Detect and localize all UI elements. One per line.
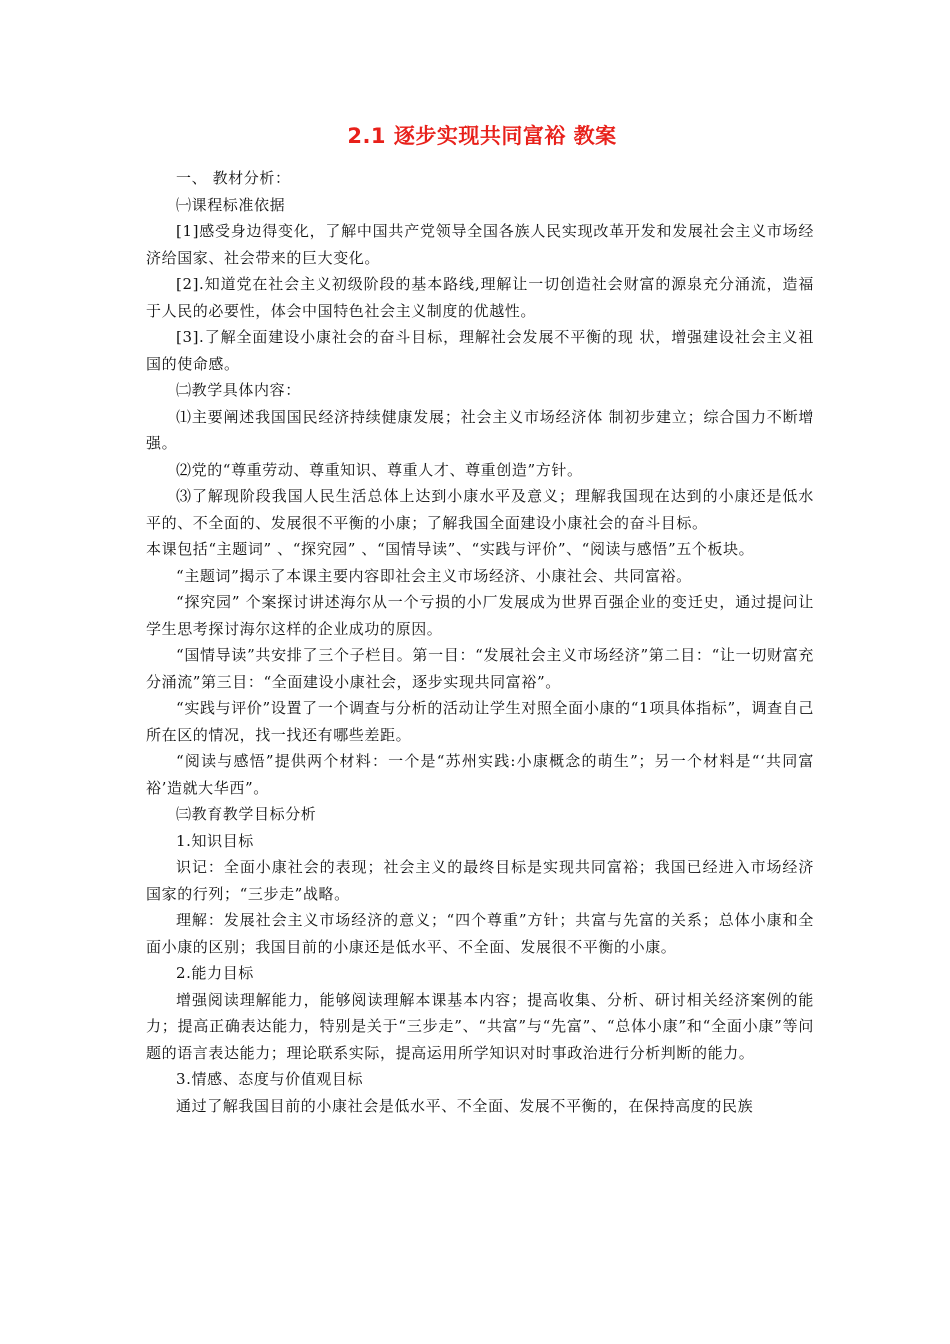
paragraph: [1]感受身边得变化，了解中国共产党领导全国各族人民实现改革开发和发展社会主义市场经济给国家、社会带来的巨大变化。	[146, 222, 814, 267]
subsection-heading: ㈡教学具体内容：	[176, 381, 301, 399]
document-body	[146, 165, 814, 1119]
document-title: 2.1 逐步实现共同富裕 教案	[347, 124, 617, 148]
subsection-heading: 3.情感、态度与价值观目标	[176, 1070, 364, 1088]
paragraph: “实践与评价”设置了一个调查与分析的活动让学生对照全面小康的“1项具体指标”，调查自己所在区的情况，找一找还有哪些差距。	[146, 699, 814, 744]
paragraph: 通过了解我国目前的小康社会是低水平、不全面、发展不平衡的，在保持高度的民族	[176, 1096, 754, 1115]
paragraph: “主题词”揭示了本课主要内容即社会主义市场经济、小康社会、共同富裕。	[176, 566, 692, 585]
paragraph: ⑴主要阐述我国国民经济持续健康发展；社会主义市场经济体 制初步建立；综合国力不断增强。	[146, 407, 814, 452]
subsection-heading: ㈠课程标准依据	[176, 195, 286, 214]
paragraph: “国情导读”共安排了三个子栏目。第一目：“发展社会主义市场经济”第二目：“让一切财富充分涌流”第三目：“全面建设小康社会，逐步实现共同富裕”。	[146, 646, 814, 691]
subsection-heading: 2.能力目标	[176, 964, 254, 982]
paragraph: “阅读与感悟”提供两个材料：一个是“苏州实践:小康概念的萌生”；另一个材料是“‘共同富裕’造就大华西”。	[146, 752, 814, 797]
paragraph: 增强阅读理解能力，能够阅读理解本课基本内容；提高收集、分析、研讨相关经济案例的能力；提高正确表达能力，特别是关于“三步走”、“共富”与“先富”、“总体小康”和“全面小康”等问题的语言表达能力；理论联系实际，提高运用所学知识对时事政治进行分析判断的能力。	[146, 990, 814, 1062]
paragraph: 理解：发展社会主义市场经济的意义；“四个尊重”方针；共富与先富的关系；总体小康和全面小康的区别；我国目前的小康还是低水平、不全面、发展很不平衡的小康。	[146, 911, 814, 956]
paragraph: ⑶了解现阶段我国人民生活总体上达到小康水平及意义；理解我国现在达到的小康还是低水平的、不全面的、发展很不平衡的小康；了解我国全面建设小康社会的奋斗目标。	[146, 487, 814, 532]
paragraph: [3].了解全面建设小康社会的奋斗目标，理解社会发展不平衡的现 状，增强建设社会主义祖国的使命感。	[146, 328, 814, 373]
section-heading: 一、 教材分析：	[176, 169, 291, 187]
paragraph: “探究园” 个案探讨讲述海尔从一个亏损的小厂发展成为世界百强企业的变迁史，通过提问让学生思考探讨海尔这样的企业成功的原因。	[146, 593, 814, 638]
paragraph: 本课包括“主题词” 、“探究园” 、“国情导读”、“实践与评价”、“阅读与感悟”五个板块。	[146, 540, 755, 558]
subsection-heading: 1.知识目标	[176, 831, 254, 850]
paragraph: [2].知道党在社会主义初级阶段的基本路线,理解让一切创造社会财富的源泉充分涌流，造福于人民的必要性，体会中国特色社会主义制度的优越性。	[146, 275, 814, 320]
subsection-heading: ㈢教育教学目标分析	[176, 805, 317, 823]
paragraph: 识记：全面小康社会的表现；社会主义的最终目标是实现共同富裕；我国已经进入市场经济国家的行列；“三步走”战略。	[146, 858, 814, 903]
paragraph: ⑵党的“尊重劳动、尊重知识、尊重人才、尊重创造”方针。	[176, 460, 583, 479]
